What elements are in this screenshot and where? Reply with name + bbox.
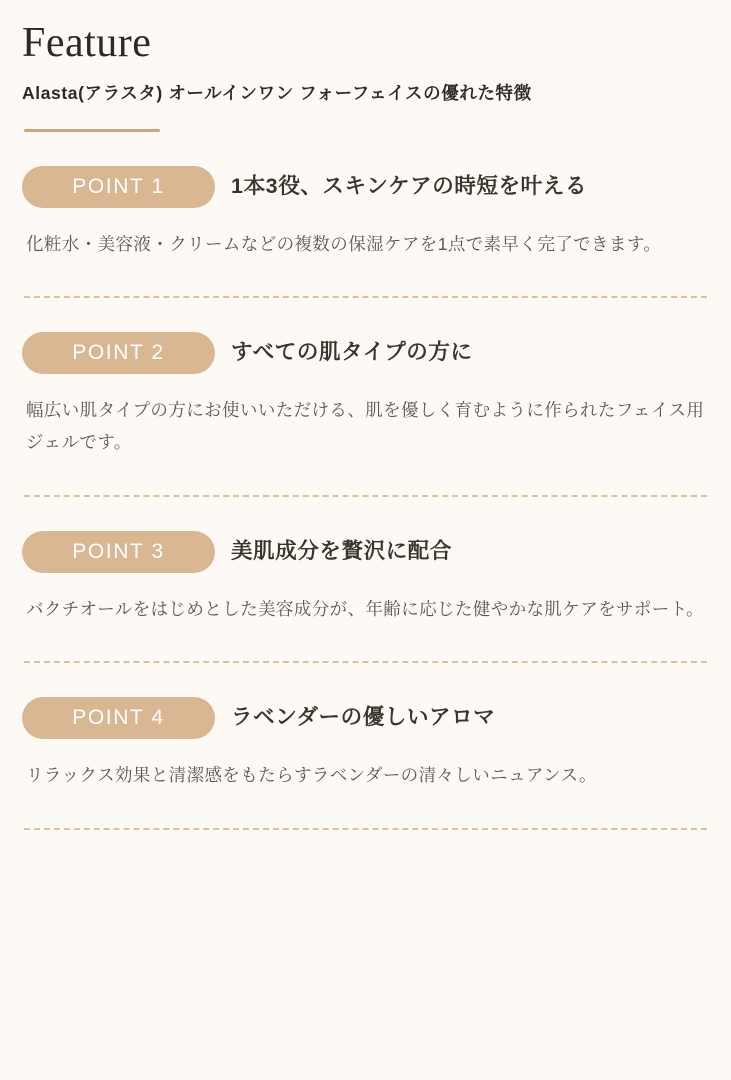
list-item — [20, 332, 711, 459]
point-body: 幅広い肌タイプの方にお使いいただける、肌を優しく育むように作られたフェイス用ジェルです。 — [26, 400, 705, 453]
point-title: 美肌成分を贅沢に配合 — [231, 538, 453, 563]
page-subtitle: Alasta(アラスタ) オールインワン フォーフェイスの優れた特徴 — [22, 83, 532, 104]
page-title: Feature — [22, 20, 152, 66]
status-badge: POINT 4 — [22, 697, 215, 739]
point-title: ラベンダーの優しいアロマ — [231, 705, 496, 730]
point-header — [22, 332, 709, 374]
page-header — [20, 18, 711, 132]
status-badge: POINT 1 — [22, 166, 215, 208]
header-accent-rule — [24, 129, 160, 132]
list-item — [20, 166, 711, 260]
list-item — [20, 697, 711, 791]
divider — [24, 828, 707, 830]
status-badge: POINT 2 — [22, 332, 215, 374]
divider — [24, 661, 707, 663]
point-body: バクチオールをはじめとした美容成分が、年齢に応じた健やかな肌ケアをサポート。 — [26, 598, 704, 619]
point-body: 化粧水・美容液・クリームなどの複数の保湿ケアを1点で素早く完了できます。 — [26, 233, 662, 254]
point-header — [22, 531, 709, 573]
point-title: すべての肌タイプの方に — [231, 340, 473, 365]
list-item — [20, 531, 711, 625]
points-list — [20, 166, 711, 830]
status-badge: POINT 3 — [22, 531, 215, 573]
point-header — [22, 166, 709, 208]
point-header — [22, 697, 709, 739]
point-title: 1本3役、スキンケアの時短を叶える — [231, 173, 587, 198]
divider — [24, 296, 707, 298]
point-body: リラックス効果と清潔感をもたらすラベンダーの清々しいニュアンス。 — [26, 765, 597, 786]
divider — [24, 495, 707, 497]
